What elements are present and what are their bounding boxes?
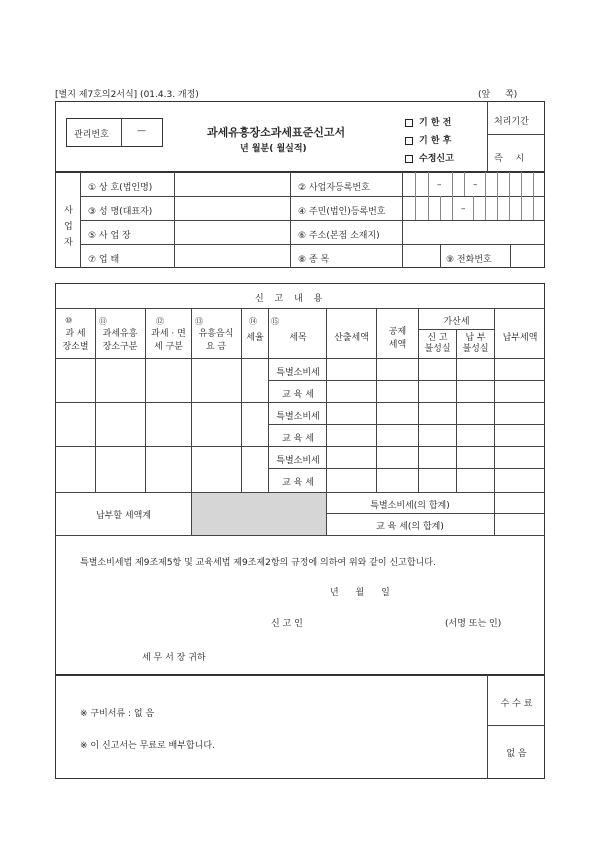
- footer-box: [55, 675, 545, 779]
- fee-label: 수 수 료: [500, 699, 533, 709]
- col-item-header: 세목: [289, 333, 307, 343]
- declaration-date[interactable]: 년 월 일: [330, 588, 390, 598]
- col-item-number: ⑮: [271, 317, 279, 326]
- representative-label: ③ 성 명(대표자): [88, 207, 153, 217]
- total-shaded-cell: [192, 493, 326, 535]
- total-payable-label: 납부할 세액계: [95, 511, 152, 521]
- business-type-label: ⑦ 업 태: [88, 255, 120, 265]
- option-after-deadline[interactable]: 기 한 후: [405, 133, 451, 146]
- col-venue-type-header: 과세유흥 장소구분: [102, 329, 138, 352]
- page-side-label: (앞 쪽): [478, 90, 518, 100]
- col-penalty-payment-header: 납 부 불성실: [462, 333, 489, 354]
- business-place-label: ⑤ 사 업 장: [88, 231, 131, 241]
- business-side-label-1: 사: [64, 206, 73, 216]
- form-reference: [별지 제7호의2서식] (01.4.3. 개정): [55, 90, 199, 100]
- col-deduction-header: 공제 세액: [388, 327, 407, 350]
- phone-label: ⑨ 전화번호: [446, 255, 492, 265]
- total-special-consumption-label: 특별소비세(의 합계): [370, 501, 450, 511]
- checkbox-icon: [405, 155, 413, 163]
- option-amended[interactable]: 수정신고: [405, 151, 454, 164]
- registration-dash-icon: –: [473, 180, 478, 190]
- business-side-label-2: 업: [64, 222, 73, 232]
- col-charge-header: 유흥음식 요 금: [198, 329, 234, 352]
- registration-dash-icon: –: [437, 180, 442, 190]
- option-before-deadline[interactable]: 기 한 전: [405, 115, 451, 128]
- recipient-label: 세 무 서 장 귀하: [142, 653, 206, 663]
- resident-number-label: ④ 주민(법인)등록번호: [298, 207, 386, 217]
- col-penalty-header: 가산세: [443, 317, 470, 327]
- business-side-label-3: 자: [64, 238, 73, 248]
- management-number-label: 관리번호: [74, 130, 109, 140]
- tax-item-label: 특별소비세: [276, 412, 320, 422]
- trade-name-label: ① 상 호(법인명): [88, 183, 153, 193]
- business-reg-number-label: ② 사업자등록번호: [298, 183, 370, 193]
- tax-item-label: 교 육 세: [282, 390, 314, 400]
- form-title: 과세유흥장소과세표준신고서: [207, 126, 346, 139]
- col-rate-header: 세율: [246, 333, 264, 343]
- management-number-field[interactable]: —: [137, 126, 146, 136]
- processing-period-value: 즉 시: [494, 154, 525, 164]
- resident-dash-icon: –: [461, 204, 466, 214]
- signature-label: (서명 또는 인): [445, 619, 502, 629]
- col-penalty-report-header: 신 고 불성실: [424, 333, 451, 354]
- tax-item-label: 특별소비세: [276, 456, 320, 466]
- form-period: 년 월분( 월실적): [240, 144, 307, 154]
- col-calculated-tax-header: 산출세액: [334, 333, 369, 343]
- col-taxable-header: 과세 · 면 세 구분: [151, 329, 186, 352]
- declaration-text: 특별소비세법 제9조제5항 및 교육세법 제9조제2항의 규정에 의하여 위와 같이 신고합니다.: [80, 558, 436, 568]
- col-charge-number: ⑬: [195, 317, 203, 326]
- address-label: ⑥ 주소(본점 소재지): [298, 231, 380, 241]
- col-taxable-number: ⑫: [156, 317, 164, 326]
- declarant-label: 신 고 인: [271, 619, 303, 629]
- free-distribution-note: ※ 이 신고서는 무료로 배부합니다.: [80, 741, 215, 751]
- col-rate-number: ⑭: [249, 317, 257, 326]
- checkbox-icon: [405, 137, 413, 145]
- col-place-header: 과 세 장소별: [62, 329, 89, 352]
- checkbox-icon: [405, 119, 413, 127]
- fee-value: 없 음: [506, 749, 527, 759]
- processing-period-label: 처리기간: [494, 117, 529, 127]
- col-venue-type-number: ⑪: [99, 317, 107, 326]
- col-place-number: ⑩: [65, 316, 73, 325]
- total-education-tax-label: 교 육 세(의 합계): [376, 522, 444, 532]
- tax-item-label: 교 육 세: [282, 478, 314, 488]
- tax-item-label: 특별소비세: [276, 368, 320, 378]
- tax-item-label: 교 육 세: [282, 434, 314, 444]
- business-item-label: ⑧ 종 목: [298, 255, 330, 265]
- required-documents-note: ※ 구비서류 : 없 음: [80, 709, 155, 719]
- report-section-title: 신 고 내 용: [255, 294, 323, 304]
- col-payable-tax-header: 납부세액: [502, 333, 538, 343]
